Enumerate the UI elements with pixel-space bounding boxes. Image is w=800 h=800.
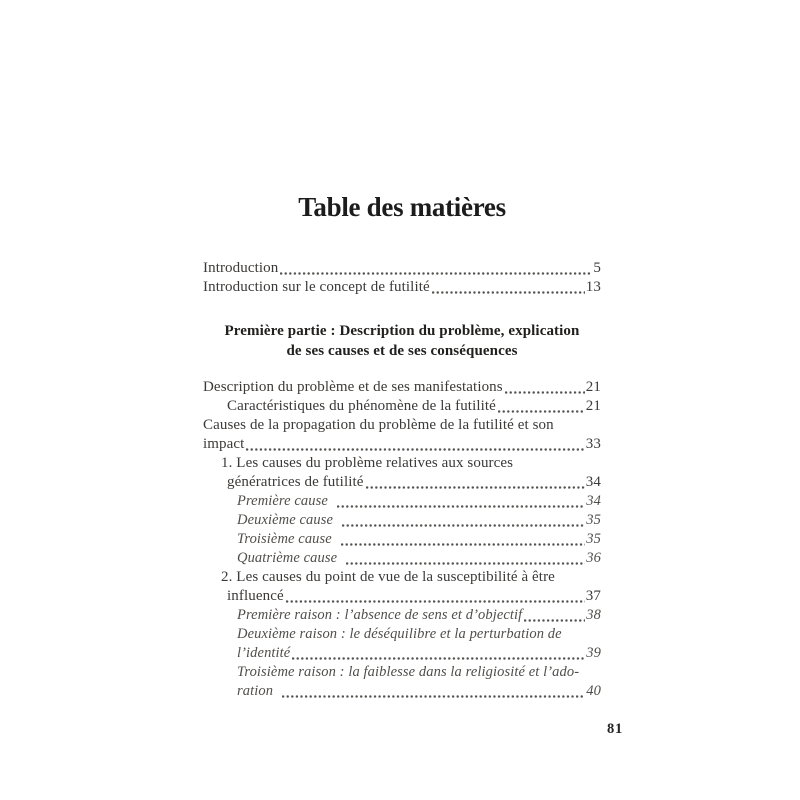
toc-entry-text: Première raison : l’absence de sens et d’objectif xyxy=(237,607,523,623)
toc-entry xyxy=(203,663,601,682)
toc-entry xyxy=(203,606,601,625)
page-title: Table des matières xyxy=(298,192,506,222)
section-heading-line-2: de ses causes et de ses conséquences xyxy=(286,343,518,359)
toc-entry-page-number: 33 xyxy=(585,436,601,452)
toc-entry xyxy=(203,278,601,297)
toc-entry-text: Introduction xyxy=(203,260,279,276)
dot-leader xyxy=(292,657,585,660)
dot-leader xyxy=(341,543,585,546)
toc-entry-page-number: 36 xyxy=(586,550,601,566)
dot-leader xyxy=(246,448,584,451)
toc-entry-page-number: 5 xyxy=(593,260,601,276)
toc-entry xyxy=(203,644,601,663)
dot-leader xyxy=(498,410,585,413)
toc-entry xyxy=(203,682,601,701)
dot-leader xyxy=(505,391,585,394)
section-heading xyxy=(203,321,601,361)
toc-entry-page-number: 34 xyxy=(586,493,601,509)
toc-entry-page-number: 35 xyxy=(586,531,601,547)
toc-entry-page-number: 35 xyxy=(586,512,601,528)
toc-entry-page-number: 37 xyxy=(585,588,601,604)
toc-entry-text: 2. Les causes du point de vue de la susceptibilité à être xyxy=(221,569,555,585)
toc-entry-text: influencé xyxy=(227,588,284,604)
toc-entry-text: Introduction sur le concept de futilité xyxy=(203,279,430,295)
toc-entry xyxy=(203,397,601,416)
toc-body-rows xyxy=(203,378,601,701)
page-content-column xyxy=(203,0,601,701)
toc-entry-text: Deuxième raison : le déséquilibre et la perturbation de xyxy=(237,626,562,642)
toc-entry-text: ration xyxy=(237,683,274,699)
toc-entry xyxy=(203,473,601,492)
toc-entry xyxy=(203,259,601,278)
toc-entry-text: Troisième raison : la faiblesse dans la religiosité et l’ado- xyxy=(237,664,580,680)
toc-intro-rows xyxy=(203,259,601,297)
toc-entry-text: Description du problème et de ses manifestations xyxy=(203,379,503,395)
toc-entry-page-number: 34 xyxy=(585,474,601,490)
dot-leader xyxy=(342,524,585,527)
dot-leader xyxy=(280,272,592,275)
toc-entry xyxy=(203,454,601,473)
toc-entry-text: Causes de la propagation du problème de la futilité et son xyxy=(203,417,554,433)
folio-page-number: 81 xyxy=(607,721,624,737)
toc-entry-text: Première cause xyxy=(237,493,328,509)
section-heading-line-1: Première partie : Description du problème, explication xyxy=(224,323,580,339)
dot-leader xyxy=(366,486,585,489)
toc-entry-page-number: 21 xyxy=(585,379,601,395)
toc-entry-page-number: 38 xyxy=(586,607,601,623)
toc-entry-text: 1. Les causes du problème relatives aux sources xyxy=(221,455,514,471)
toc-entry-page-number: 21 xyxy=(585,398,601,414)
toc-entry xyxy=(203,568,601,587)
dot-leader xyxy=(524,619,585,622)
dot-leader xyxy=(282,695,585,698)
toc-entry-text: Quatrième cause xyxy=(237,550,338,566)
toc-entry xyxy=(203,530,601,549)
dot-leader xyxy=(286,600,585,603)
toc-entry-page-number: 40 xyxy=(586,683,601,699)
toc-entry xyxy=(203,549,601,568)
toc-entry-text: génératrices de futilité xyxy=(227,474,364,490)
toc-entry-page-number: 13 xyxy=(585,279,601,295)
dot-leader xyxy=(432,291,585,294)
toc-entry xyxy=(203,378,601,397)
toc-entry-text: l’identité xyxy=(237,645,291,661)
toc-entry xyxy=(203,511,601,530)
toc-entry xyxy=(203,435,601,454)
toc-entry xyxy=(203,416,601,435)
toc-entry xyxy=(203,492,601,511)
toc-entry-text: impact xyxy=(203,436,245,452)
dot-leader xyxy=(337,505,585,508)
toc-entry-text: Deuxième cause xyxy=(237,512,334,528)
toc-entry xyxy=(203,587,601,606)
table-of-contents xyxy=(203,259,601,701)
toc-entry xyxy=(203,625,601,644)
toc-entry-text: Troisième cause xyxy=(237,531,332,547)
dot-leader xyxy=(346,562,585,565)
toc-entry-text: Caractéristiques du phénomène de la futilité xyxy=(227,398,496,414)
toc-entry-page-number: 39 xyxy=(586,645,601,661)
